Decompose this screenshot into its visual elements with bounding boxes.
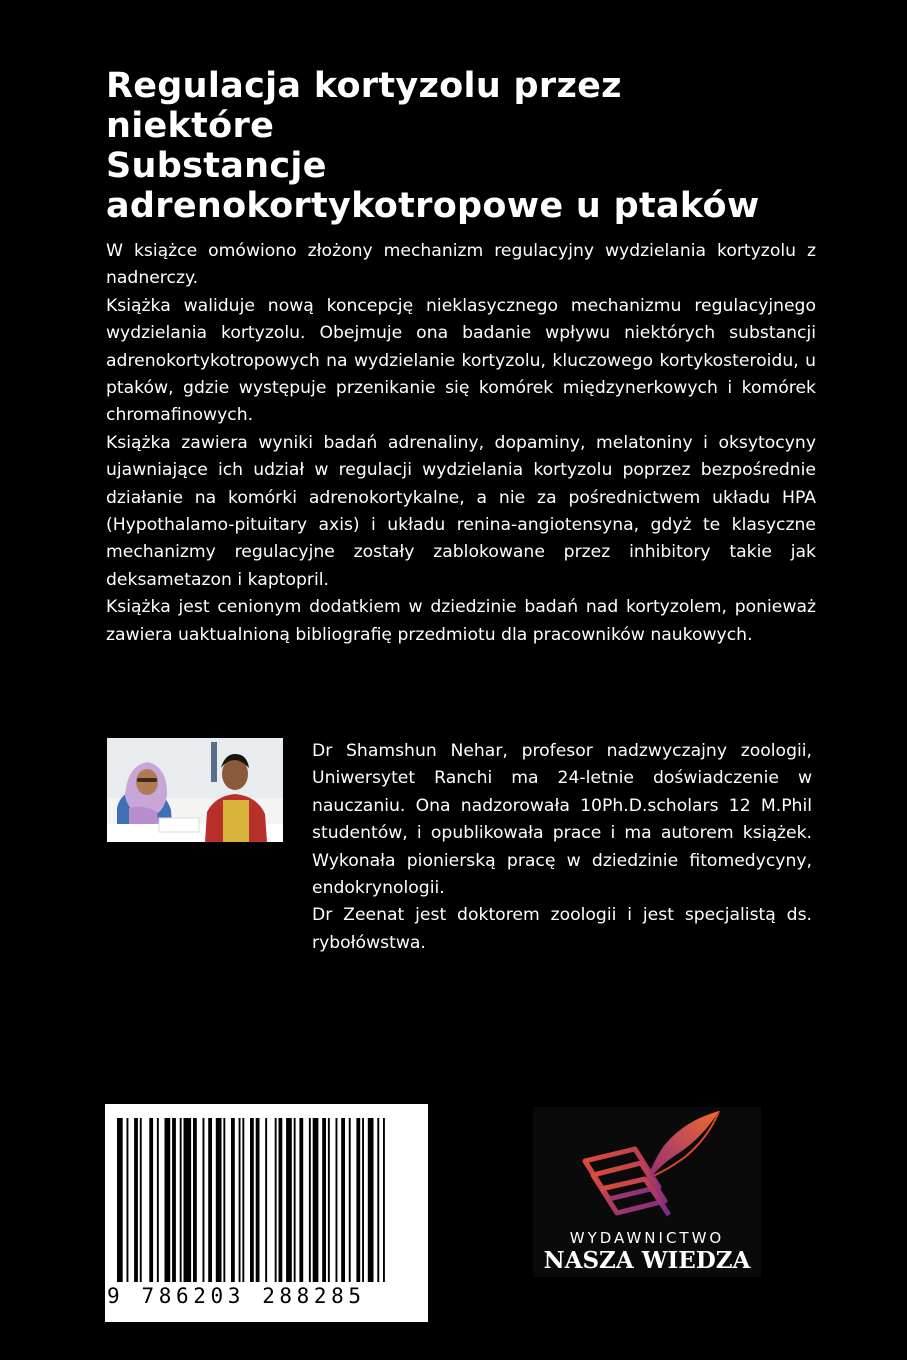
description-paragraph-1: W książce omówiono złożony mechanizm regulacyjny wydzielania kortyzolu z nadnerczy.	[106, 241, 816, 289]
title-line-3: Substancje	[106, 146, 327, 186]
title-line-4: adrenokortykotropowe u ptaków	[106, 186, 760, 226]
isbn-number: 9 786203 288285	[107, 1284, 366, 1308]
description-paragraph-2: Książka waliduje nową koncepcję nieklasycznego mechanizmu regulacyjnego wydzielania kortyzolu. Obejmuje ona badanie wpływu niektórych substancji adrenokortykotropowych na wydzielanie kortyzolu, kluczowego kortykosteroidu, u ptaków, gdzie występuje przenikanie się komórek międzynerkowych i komórek chromafinowych.	[106, 295, 816, 426]
publisher-label: WYDAWNICTWO	[569, 1229, 725, 1247]
author-photo	[107, 738, 283, 842]
book-title	[106, 66, 846, 226]
title-line-2: niektóre	[106, 106, 275, 146]
publisher-logo	[533, 1107, 761, 1277]
book-description	[106, 238, 816, 649]
author-bio	[312, 738, 812, 957]
title-line-1: Regulacja kortyzolu przez	[106, 66, 622, 106]
description-paragraph-3: Książka zawiera wyniki badań adrenaliny, dopaminy, melatoniny i oksytocyny ujawniające ich udział w regulacji wydzielania kortyzolu poprzez bezpośrednie działanie na komórki adrenokortykalne, a nie za pośrednictwem układu HPA (Hypothalamo-pituitary axis) i układu renina-angiotensyna, gdyż te klasyczne mechanizmy regulacyjne zostały zablokowane przez inhibitory takie jak deksametazon i kaptopril.	[106, 432, 816, 590]
description-paragraph-4: Książka jest cenionym dodatkiem w dziedzinie badań nad kortyzolem, ponieważ zawiera uaktualnioną bibliografię przedmiotu dla pracowników naukowych.	[106, 597, 816, 645]
book-quill-icon	[533, 1107, 761, 1227]
author-photo-illustration	[107, 738, 283, 842]
author-bio-paragraph-2: Dr Zeenat jest doktorem zoologii i jest specjalistą ds. rybołówstwa.	[312, 905, 812, 953]
isbn-barcode	[105, 1104, 428, 1322]
publisher-name: NASZA WIEDZA	[543, 1247, 751, 1274]
author-bio-paragraph-1: Dr Shamshun Nehar, profesor nadzwyczajny zoologii, Uniwersytet Ranchi ma 24-letnie doświadczenie w nauczaniu. Ona nadzorowała 10Ph.D.scholars 12 M.Phil studentów, i opublikowała prace i ma autorem książek. Wykonała pionierską pracę w dziedzinie fitomedycyny, endokrynologii.	[312, 741, 812, 899]
